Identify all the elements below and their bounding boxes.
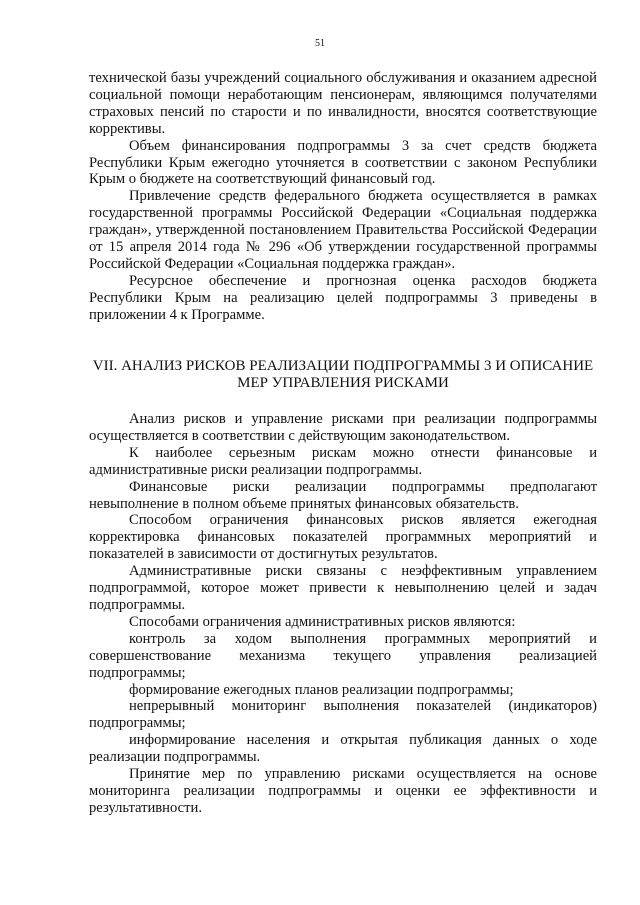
paragraph-funding-volume: Объем финансирования подпрограммы 3 за счет средств бюджета Республики Крым ежегодно уточняется в соответствии с законом Республики Крым о бюджете на соответствующий финансовый год. <box>89 137 597 188</box>
paragraph-mitigation-methods: Способами ограничения административных рисков являются: <box>129 613 516 630</box>
section-heading: VII. АНАЛИЗ РИСКОВ РЕАЛИЗАЦИИ ПОДПРОГРАММЫ 3 И ОПИСАНИЕ МЕР УПРАВЛЕНИЯ РИСКАМИ <box>92 358 594 391</box>
list-item: контроль за ходом выполнения программных мероприятий и совершенствование механизма текущего управления реализацией подпрограммы; <box>89 630 597 681</box>
paragraph-serious-risks: К наиболее серьезным рискам можно отнести финансовые и административные риски реализации подпрограммы. <box>89 444 597 478</box>
intro-block <box>89 70 597 324</box>
paragraph-financial-risk-mitigation: Способом ограничения финансовых рисков является ежегодная корректировка финансовых показателей программных мероприятий и показателей в зависимости от достигнутых результатов. <box>89 512 597 563</box>
list-item: информирование населения и открытая публикация данных о ходе реализации подпрограммы. <box>89 732 597 766</box>
paragraph-federal-budget: Привлечение средств федерального бюджета осуществляется в рамках государственной программы Российской Федерации «Социальная поддержка граждан», утвержденной постановлением Правительства Российской Федерации от 15 апреля 2014 года № 296 «Об утверждении государственной программы Российской Федерации «Социальная поддержка граждан». <box>89 188 597 272</box>
section-body <box>89 411 597 817</box>
paragraph-administrative-risks: Административные риски связаны с неэффективным управлением подпрограммой, которое может привести к невыполнению целей и задач подпрограммы. <box>89 563 597 613</box>
list-item: непрерывный мониторинг выполнения показателей (индикаторов) подпрограммы; <box>89 698 597 732</box>
paragraph-closing: Принятие мер по управлению рисками осуществляется на основе мониторинга реализации подпрограммы и оценки ее эффективности и результативности. <box>89 766 597 816</box>
list-item: формирование ежегодных планов реализации подпрограммы; <box>129 681 514 698</box>
paragraph-financial-risks: Финансовые риски реализации подпрограммы предполагают невыполнение в полном объеме принятых финансовых обязательств. <box>89 478 597 512</box>
paragraph-resource-provision: Ресурсное обеспечение и прогнозная оценка расходов бюджета Республики Крым на реализацию целей подпрограммы 3 приведены в приложении 4 к Программе. <box>89 272 597 323</box>
paragraph-risk-analysis: Анализ рисков и управление рисками при реализации подпрограммы осуществляется в соответствии с действующим законодательством. <box>89 411 597 444</box>
page-number: 51 <box>315 38 325 49</box>
paragraph-continuation: технической базы учреждений социального обслуживания и оказанием адресной социальной помощи неработающим пенсионерам, являющимся получателями страховых пенсий по старости и по инвалидности, вносятся соответствующие коррективы. <box>89 70 597 137</box>
